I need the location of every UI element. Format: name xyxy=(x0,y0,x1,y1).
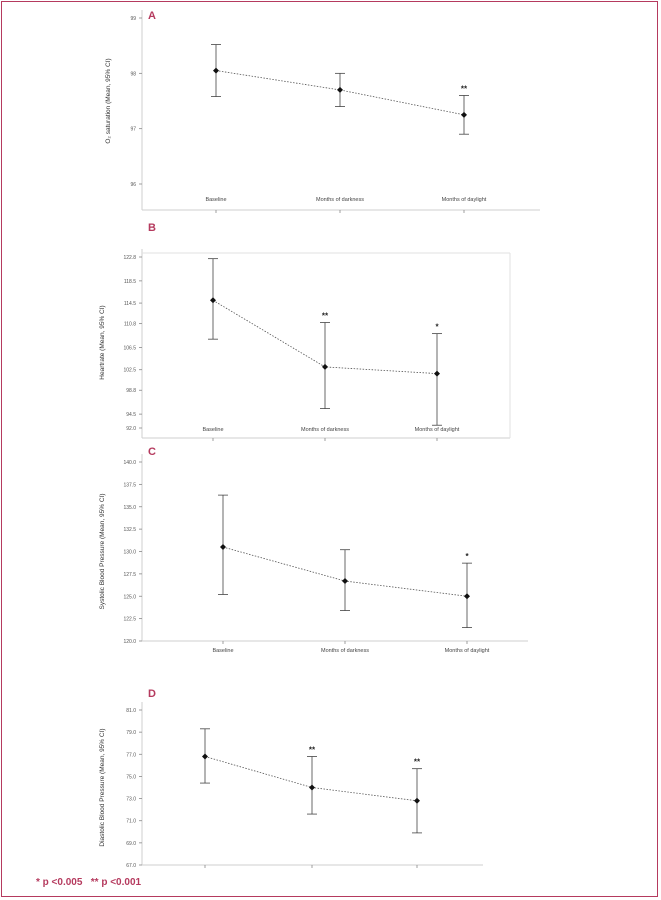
significance-marker: ** xyxy=(308,745,316,755)
y-tick-label: 127.5 xyxy=(123,571,136,578)
mean-marker xyxy=(309,785,315,791)
y-tick-label: 73.0 xyxy=(126,796,136,803)
mean-marker xyxy=(202,754,208,760)
y-tick-label: 79.0 xyxy=(126,730,136,737)
y-axis-title: Systolic Blood Pressure (Mean, 95% CI) xyxy=(99,493,106,610)
y-tick-label: 122.8 xyxy=(123,255,136,261)
x-category-label: Baseline xyxy=(212,648,234,654)
significance-marker: ** xyxy=(321,311,329,321)
x-category-label: Months of darkness xyxy=(301,427,349,433)
y-tick-label: 81.0 xyxy=(126,708,136,714)
y-tick-label: 137.5 xyxy=(123,482,136,489)
x-category-label: Months of daylight xyxy=(444,648,490,654)
y-tick-label: 122.5 xyxy=(123,616,136,623)
y-tick-label: 120.0 xyxy=(123,639,136,645)
y-tick-label: 75.0 xyxy=(126,774,136,781)
y-tick-label: 77.0 xyxy=(126,752,136,759)
y-tick-label: 96 xyxy=(130,182,136,188)
panel-label-b: B xyxy=(148,222,156,234)
mean-line xyxy=(205,757,417,801)
significance-footnote: * p <0.005 ** p <0.001 xyxy=(36,877,142,888)
y-tick-label: 98.8 xyxy=(126,388,136,395)
y-axis-title: Diastolic Blood Pressure (Mean, 95% CI) xyxy=(99,728,106,847)
x-category-label: Months of darkness xyxy=(321,648,369,654)
y-tick-label: 98 xyxy=(130,71,136,78)
y-tick-label: 99 xyxy=(130,16,136,22)
y-tick-label: 67.0 xyxy=(126,863,136,869)
mean-marker xyxy=(414,798,420,804)
y-tick-label: 132.5 xyxy=(123,527,136,534)
x-category-label: Months of darkness xyxy=(316,197,364,203)
y-tick-label: 118.5 xyxy=(123,278,136,285)
y-axis-title: Heartrate (Mean, 95% CI) xyxy=(99,305,106,380)
y-tick-label: 110.8 xyxy=(123,321,136,328)
y-tick-label: 130.0 xyxy=(123,549,136,556)
significance-marker: ** xyxy=(413,757,421,767)
panel-label-c: C xyxy=(148,446,156,458)
y-tick-label: 102.5 xyxy=(123,367,136,374)
y-axis-title: O₂ saturation (Mean, 95% CI) xyxy=(105,58,112,144)
y-tick-label: 71.0 xyxy=(126,818,136,825)
x-category-label: Baseline xyxy=(202,427,224,433)
x-category-label: Baseline xyxy=(205,197,227,203)
y-tick-label: 92.0 xyxy=(126,426,136,432)
panel-label-d: D xyxy=(148,688,156,700)
y-tick-label: 125.0 xyxy=(123,594,136,601)
x-category-label: Months of daylight xyxy=(414,427,460,433)
x-category-label: Months of daylight xyxy=(441,197,487,203)
y-tick-label: 140.0 xyxy=(123,460,136,466)
y-tick-label: 97 xyxy=(130,126,136,133)
y-tick-label: 114.5 xyxy=(123,301,136,308)
significance-marker: * xyxy=(465,552,469,562)
y-tick-label: 106.5 xyxy=(123,345,136,352)
significance-marker: * xyxy=(435,322,439,332)
y-tick-label: 69.0 xyxy=(126,840,136,847)
y-tick-label: 135.0 xyxy=(123,504,136,511)
panel-label-a: A xyxy=(148,10,156,22)
y-tick-label: 94.5 xyxy=(126,412,136,419)
significance-marker: ** xyxy=(460,84,468,94)
